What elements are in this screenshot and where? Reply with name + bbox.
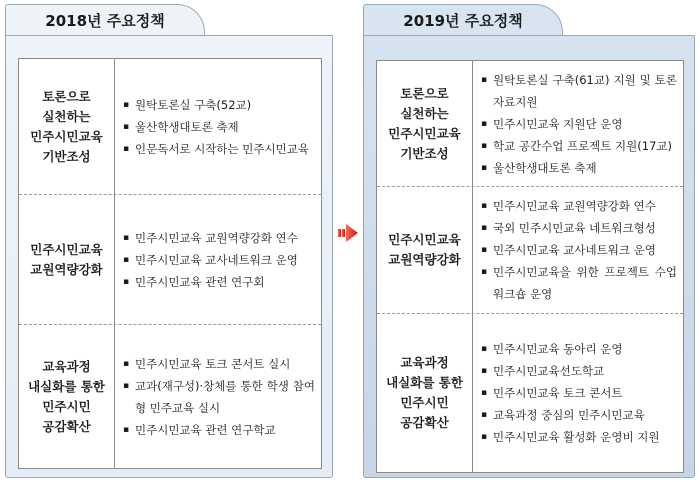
- policy-panel-2018: [5, 4, 333, 478]
- policy-panel-2019: [363, 4, 695, 478]
- panel-body-2019: [363, 35, 695, 478]
- policy-item: ▪ 원탁토론실 구축(61교) 지원 및 토론자료지원: [481, 69, 677, 113]
- policy-item: ▪ 교육과정 중심의 민주시민교육: [481, 404, 677, 426]
- policy-item: ▪ 인문독서로 시작하는 민주시민교육: [123, 138, 315, 160]
- policy-category: 토론으로 실천하는 민주시민교육 기반조성: [19, 59, 115, 194]
- policy-item: ▪ 국외 민주시민교육 네트워크형성: [481, 217, 677, 239]
- policy-item: ▪ 민주시민교육 활성화 운영비 지원: [481, 426, 677, 448]
- policy-category: 민주시민교육 교원역량강화: [19, 195, 115, 324]
- policy-item: ▪ 민주시민교육 교원역량강화 연수: [481, 195, 677, 217]
- policy-row: [19, 195, 321, 325]
- policy-item-list: [115, 59, 321, 194]
- policy-item: ▪ 원탁토론실 구축(52교): [123, 94, 315, 116]
- policy-item: ▪ 민주시민교육을 위한 프로젝트 수업 워크숍 운영: [481, 261, 677, 305]
- policy-category: 민주시민교육 교원역량강화: [377, 187, 473, 313]
- transition-arrow-icon: [337, 222, 359, 244]
- policy-item: ▪ 민주시민교육 동아리 운영: [481, 338, 677, 360]
- policy-item: ▪ 민주시민교육 관련 연구학교: [123, 419, 315, 441]
- policy-item-list: [473, 187, 683, 313]
- policy-item: ▪ 민주시민교육 관련 연구회: [123, 271, 315, 293]
- panel-title-2019: 2019년 주요정책: [363, 4, 563, 36]
- policy-item: ▪ 민주시민교육 토크 콘서트: [481, 382, 677, 404]
- policy-item-list: [473, 314, 683, 472]
- panel-title-2018: 2018년 주요정책: [5, 4, 205, 36]
- policy-row: [19, 325, 321, 468]
- policy-row: [19, 59, 321, 195]
- policy-item: ▪ 민주시민교육 토크 콘서트 실시: [123, 353, 315, 375]
- policy-item-list: [473, 61, 683, 186]
- policy-item-list: [115, 325, 321, 468]
- policy-item: ▪ 학교 공간수업 프로젝트 지원(17교): [481, 135, 677, 157]
- policy-item: ▪ 울산학생대토론 축제: [481, 157, 677, 179]
- policy-item-list: [115, 195, 321, 324]
- policy-table-2018: [18, 58, 322, 469]
- policy-item: ▪ 민주시민교육 교사네트워크 운영: [481, 239, 677, 261]
- policy-item: ▪ 민주시민교육 교원역량강화 연수: [123, 227, 315, 249]
- policy-row: [377, 61, 683, 187]
- panel-body-2018: [5, 35, 333, 478]
- policy-table-2019: [376, 60, 684, 473]
- policy-item: ▪ 교과(재구성)·창체를 통한 학생 참여형 민주교육 실시: [123, 375, 315, 419]
- policy-category: 토론으로 실천하는 민주시민교육 기반조성: [377, 61, 473, 186]
- policy-item: ▪ 민주시민교육선도학교: [481, 360, 677, 382]
- policy-item: ▪ 울산학생대토론 축제: [123, 116, 315, 138]
- policy-item: ▪ 민주시민교육 지원단 운영: [481, 113, 677, 135]
- policy-category: 교육과정 내실화를 통한 민주시민 공감확산: [377, 314, 473, 472]
- policy-row: [377, 314, 683, 472]
- policy-row: [377, 187, 683, 314]
- policy-category: 교육과정 내실화를 통한 민주시민 공감확산: [19, 325, 115, 468]
- policy-item: ▪ 민주시민교육 교사네트워크 운영: [123, 249, 315, 271]
